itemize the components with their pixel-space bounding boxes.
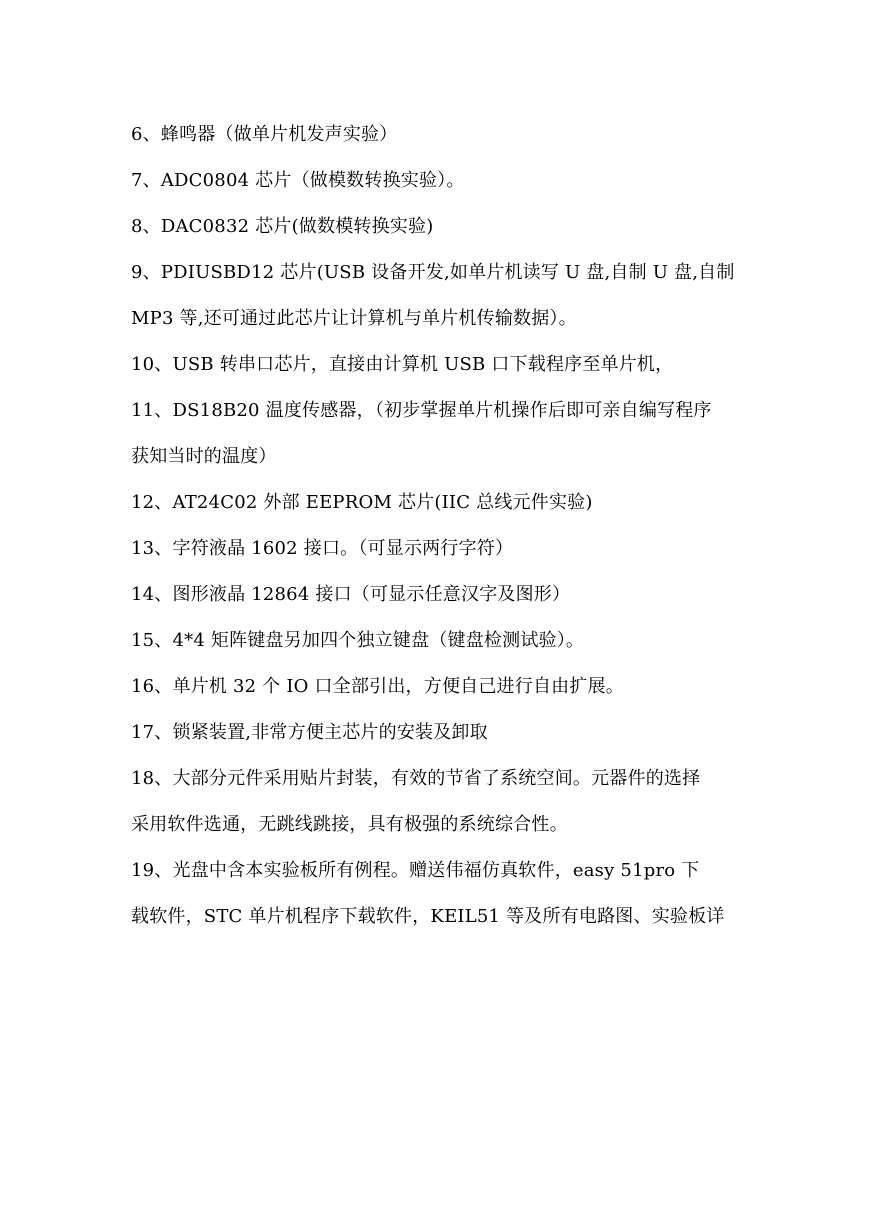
text-line-item-18-cont: 采用软件选通，无跳线跳接，具有极强的系统综合性。 bbox=[131, 814, 568, 835]
text-line-item-9: 9、PDIUSBD12 芯片(USB 设备开发,如单片机读写 U 盘,自制 U 盘,自制 bbox=[131, 262, 735, 283]
text-line-item-11: 11、DS18B20 温度传感器，（初步掌握单片机操作后即可亲自编写程序 bbox=[131, 400, 712, 421]
document-body bbox=[131, 112, 751, 940]
text-line-item-14: 14、图形液晶 12864 接口（可显示任意汉字及图形） bbox=[131, 584, 571, 605]
text-line-item-19-cont: 载软件，STC 单片机程序下载软件，KEIL51 等及所有电路图、实验板详 bbox=[131, 906, 725, 927]
text-line-item-7: 7、ADC0804 芯片（做模数转换实验）。 bbox=[131, 170, 465, 191]
text-line-item-13: 13、字符液晶 1602 接口。（可显示两行字符） bbox=[131, 538, 514, 559]
text-line-item-17: 17、锁紧装置,非常方便主芯片的安装及卸取 bbox=[131, 722, 488, 743]
text-line-item-19: 19、光盘中含本实验板所有例程。赠送伟福仿真软件，easy 51pro 下 bbox=[131, 860, 700, 881]
text-line-item-9-cont: MP3 等,还可通过此芯片让计算机与单片机传输数据）。 bbox=[131, 308, 577, 329]
text-line-item-15: 15、4*4 矩阵键盘另加四个独立键盘（键盘检测试验）。 bbox=[131, 630, 585, 651]
text-line-item-6: 6、蜂鸣器（做单片机发声实验） bbox=[131, 124, 398, 145]
text-line-item-18: 18、大部分元件采用贴片封装，有效的节省了系统空间。元器件的选择 bbox=[131, 768, 701, 789]
text-line-item-12: 12、AT24C02 外部 EEPROM 芯片(IIC 总线元件实验) bbox=[131, 492, 593, 513]
text-line-item-10: 10、USB 转串口芯片，直接由计算机 USB 口下载程序至单片机， bbox=[131, 354, 674, 375]
text-line-item-16: 16、单片机 32 个 IO 口全部引出，方便自己进行自由扩展。 bbox=[131, 676, 624, 697]
text-line-item-8: 8、DAC0832 芯片(做数模转换实验) bbox=[131, 216, 434, 237]
text-line-item-11-cont: 获知当时的温度） bbox=[131, 446, 277, 467]
